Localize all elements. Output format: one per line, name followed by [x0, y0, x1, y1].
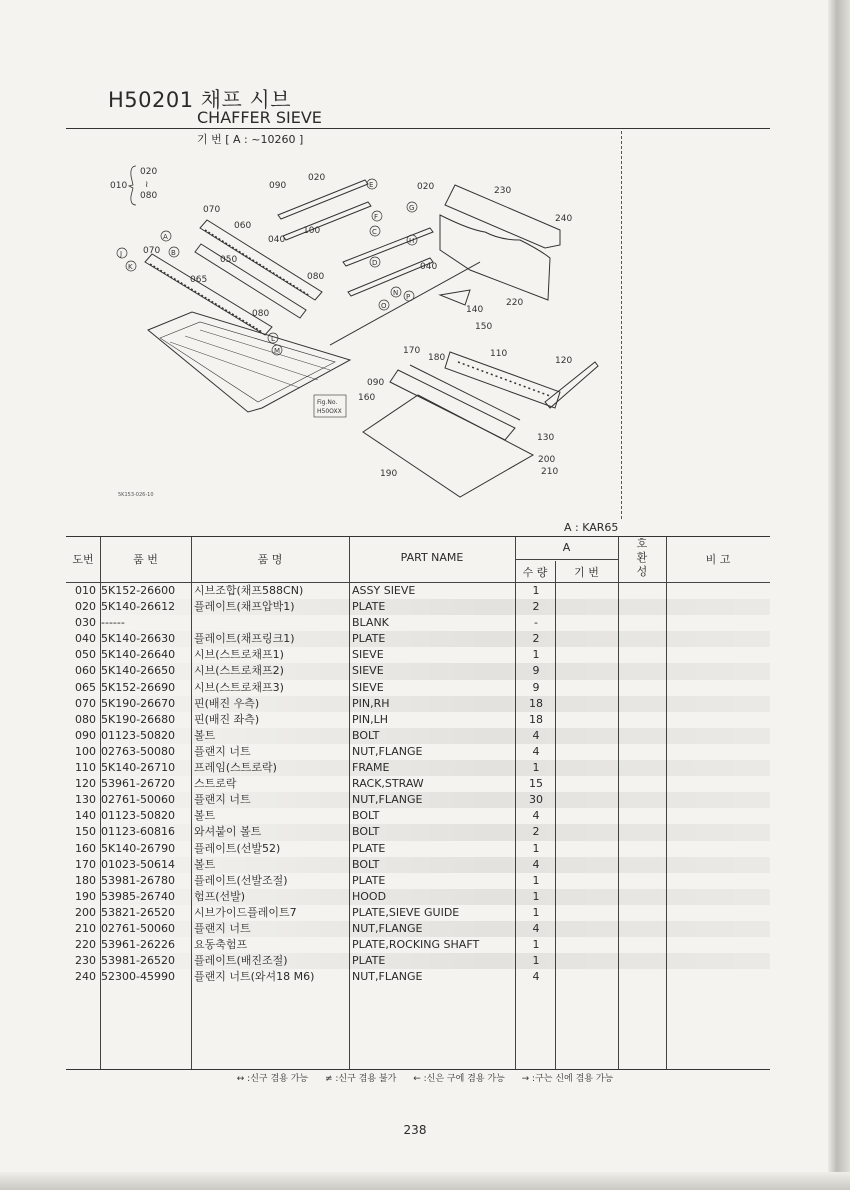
cell-qty: 9 [532, 680, 540, 694]
cell-part-no: 02761-50060 [101, 921, 175, 935]
svg-text:L: L [271, 335, 275, 343]
table-row [66, 744, 770, 760]
cell-name-kr: 시브조합(채프588CN) [194, 584, 304, 597]
scan-edge-bottom [0, 1172, 850, 1190]
svg-text:P: P [406, 293, 411, 301]
rack-120 [545, 362, 598, 408]
marker-B [169, 247, 179, 257]
callout: 140 [466, 305, 484, 315]
callout: 070 [143, 246, 161, 256]
cell-name-en: ASSY SIEVE [352, 584, 416, 597]
table-row [66, 905, 770, 921]
model-note: A : KAR65 [564, 521, 619, 534]
cell-name-kr: 볼트 [194, 857, 216, 871]
page-number: 238 [403, 1123, 427, 1137]
cell-qty: 9 [532, 664, 540, 678]
marker-E [367, 179, 377, 189]
header-name-en: PART NAME [400, 551, 464, 564]
frame-110 [445, 352, 598, 408]
svg-text:O: O [381, 302, 387, 310]
cell-name-kr: 시브(스트로채프3) [194, 680, 284, 694]
table-row [66, 696, 770, 712]
cell-name-kr: 요동축험프 [194, 938, 248, 952]
cell-no: 140 [75, 809, 96, 823]
cell-qty: 4 [532, 809, 540, 823]
cell-name-en: RACK,STRAW [352, 777, 424, 791]
cell-part-no: 5K140-26630 [101, 632, 176, 646]
svg-text:D: D [372, 259, 378, 267]
callout: 020 [417, 182, 435, 192]
cell-name-kr: 플레이트(채프압박1) [194, 600, 295, 614]
serial-range: 기 번 [ A : ~10260 ] [197, 133, 304, 146]
table-row [66, 599, 770, 615]
cell-name-en: SIEVE [352, 664, 384, 678]
cell-qty: 4 [532, 744, 540, 758]
marker-K [126, 261, 136, 271]
svg-text:N: N [393, 289, 399, 297]
svg-text:C: C [372, 228, 377, 236]
svg-text:B: B [171, 249, 176, 257]
header-compat: 호 환 성 [636, 537, 648, 578]
table-row [66, 663, 770, 679]
cell-no: 190 [75, 889, 96, 903]
table-row [66, 776, 770, 792]
cell-no: 020 [75, 600, 96, 614]
fig-no-label: Fig.No. [317, 399, 338, 406]
cell-part-no: 52300-45990 [101, 970, 175, 984]
cell-name-en: PIN,RH [352, 696, 390, 710]
cell-part-no: ------ [101, 616, 125, 630]
svg-text:E: E [369, 181, 374, 189]
cell-name-kr: 핀(배진 좌측) [194, 712, 260, 726]
callout: 120 [555, 356, 573, 366]
bracket-tilde: ≀ [145, 180, 149, 190]
callout: 060 [234, 221, 252, 231]
cell-name-kr: 핀(배진 우측) [194, 696, 260, 710]
cell-name-kr: 플랜지 너트 [194, 921, 251, 935]
callout-010: 010 [110, 181, 128, 191]
cell-part-no: 01023-50614 [101, 857, 175, 871]
cell-name-en: PIN,LH [352, 712, 389, 726]
svg-text:J: J [120, 250, 123, 258]
cell-qty: 1 [532, 905, 540, 919]
scan-edge-right [828, 0, 850, 1190]
callout: 040 [420, 262, 438, 272]
plate-020-b [343, 228, 433, 266]
marker-C [370, 226, 380, 236]
callout-080-a: 080 [140, 191, 158, 201]
rocking-rod [330, 262, 480, 345]
cell-no: 150 [75, 825, 96, 839]
callout: 130 [537, 433, 555, 443]
cell-name-kr: 플랜지 너트 [194, 793, 251, 807]
legend-item: ≠ :신구 겸용 불가 [324, 1074, 397, 1084]
cell-name-kr: 플레이트(선발52) [194, 841, 281, 855]
svg-text:A: A [163, 233, 168, 241]
callout: 170 [403, 346, 421, 356]
cell-qty: 4 [532, 970, 540, 984]
legend-item: → :구는 신에 겸용 가능 [521, 1074, 614, 1084]
cell-qty: 4 [532, 857, 540, 871]
callout: 020 [308, 173, 326, 183]
callout: 080 [307, 272, 325, 282]
callout: 065 [190, 275, 208, 285]
cell-name-kr: 플레이트(선발조절) [194, 873, 288, 887]
cell-qty: 1 [532, 889, 540, 903]
cell-no: 160 [75, 841, 96, 855]
cell-part-no: 01123-60816 [101, 825, 175, 839]
cell-no: 065 [75, 680, 96, 694]
callout: 050 [220, 255, 238, 265]
cell-qty: 1 [532, 938, 540, 952]
marker-A [161, 231, 171, 241]
cell-no: 240 [75, 970, 96, 984]
cell-name-en: PLATE,ROCKING SHAFT [352, 938, 480, 952]
cell-name-en: BOLT [352, 825, 380, 839]
callout: 230 [494, 186, 512, 196]
callout: 160 [358, 393, 376, 403]
header-remarks: 비 고 [705, 553, 731, 566]
cell-no: 210 [75, 921, 96, 935]
cell-part-no: 5K140-26650 [101, 664, 176, 678]
callout: 080 [252, 309, 270, 319]
cell-part-no: 53961-26226 [101, 938, 175, 952]
callout: 100 [303, 226, 321, 236]
exploded-parts-diagram [100, 150, 610, 500]
callout: 070 [203, 205, 221, 215]
number-callouts [143, 173, 572, 479]
cell-name-kr: 프레임(스트로락) [194, 761, 277, 775]
cell-name-kr: 플레이트(채프링크1) [194, 632, 295, 646]
callout: 200 [538, 455, 556, 465]
table-row [66, 631, 770, 647]
cell-part-no: 02763-50080 [101, 744, 175, 758]
cell-part-no: 5K152-26690 [101, 680, 176, 694]
callout: 090 [367, 378, 385, 388]
table-row [66, 873, 770, 889]
header-serial: 기 번 [574, 566, 599, 579]
cell-qty: 15 [529, 777, 543, 791]
header-part-no: 품 번 [133, 553, 158, 566]
sieve-050 [195, 244, 306, 318]
table-row [66, 937, 770, 953]
cell-part-no: 53981-26520 [101, 954, 175, 968]
header-qty: 수 량 [522, 566, 548, 579]
cell-no: 040 [75, 632, 96, 646]
cell-part-no: 53961-26720 [101, 777, 175, 791]
cell-qty: 1 [532, 841, 540, 855]
cell-qty: 1 [532, 954, 540, 968]
cell-name-kr: 시브가이드플레이트7 [194, 905, 297, 919]
cell-name-en: NUT,FLANGE [352, 970, 423, 984]
cell-part-no: 5K140-26790 [101, 841, 176, 855]
sieve-frame [148, 312, 350, 412]
cell-no: 070 [75, 696, 96, 710]
cell-name-en: NUT,FLANGE [352, 921, 423, 935]
drawing-code: 5K153-026-10 [118, 492, 154, 498]
cell-name-en: NUT,FLANGE [352, 793, 423, 807]
table-row [66, 969, 770, 985]
cell-name-kr: 플랜지 너트(와셔18 M6) [194, 970, 315, 984]
cell-name-en: BLANK [352, 616, 389, 630]
cell-name-kr: 시브(스트로채프1) [194, 648, 284, 662]
cell-name-en: SIEVE [352, 648, 384, 662]
cell-qty: 18 [529, 696, 543, 710]
marker-H [407, 235, 417, 245]
legend-item: ← :신은 구에 겸용 가능 [413, 1074, 505, 1084]
table-row [66, 824, 770, 840]
cell-no: 200 [75, 905, 96, 919]
marker-J [117, 248, 127, 258]
cell-part-no: 5K190-26680 [101, 712, 176, 726]
cell-name-en: BOLT [352, 809, 380, 823]
table-row [66, 615, 770, 631]
marker-O [379, 300, 389, 310]
header-name-kr: 품 명 [257, 553, 283, 566]
cell-name-en: PLATE,SIEVE GUIDE [352, 905, 460, 919]
marker-G [407, 202, 417, 212]
cell-part-no: 01123-50820 [101, 728, 175, 742]
cell-no: 220 [75, 938, 96, 952]
cell-qty: 4 [532, 728, 540, 742]
cell-no: 230 [75, 954, 96, 968]
cell-name-en: NUT,FLANGE [352, 744, 423, 758]
cell-name-kr: 플랜지 너트 [194, 744, 251, 758]
cell-part-no: 53981-26780 [101, 873, 175, 887]
table-row [66, 760, 770, 776]
table-row [66, 889, 770, 905]
cell-name-kr: 시브(스트로채프2) [194, 664, 284, 678]
callout: 110 [490, 349, 508, 359]
bracket-010-group [110, 166, 157, 205]
svg-text:F: F [374, 213, 379, 221]
hood-190 [363, 395, 533, 497]
plate-020 [278, 180, 368, 219]
callout: 090 [269, 181, 287, 191]
cell-name-kr: 스트로락 [194, 777, 237, 791]
marker-D [370, 257, 380, 267]
svg-text:M: M [274, 347, 281, 355]
header-no: 도번 [72, 553, 94, 566]
cell-name-en: PLATE [352, 954, 386, 968]
callout-020-a: 020 [140, 167, 158, 177]
cell-no: 030 [75, 616, 96, 630]
table-row [66, 647, 770, 663]
cell-no: 060 [75, 664, 96, 678]
cell-name-kr: 와셔붙이 볼트 [194, 825, 262, 839]
cell-qty: 2 [532, 632, 540, 646]
cell-qty: 30 [529, 793, 543, 807]
cell-no: 010 [75, 584, 96, 597]
cell-qty: 1 [532, 873, 540, 887]
cell-name-kr: 험프(선발) [194, 889, 246, 903]
cell-name-kr: 볼트 [194, 809, 216, 823]
cell-qty: 18 [529, 712, 543, 726]
cell-part-no: 5K140-26612 [101, 600, 176, 614]
callout: 190 [380, 469, 398, 479]
plate-230 [440, 185, 560, 300]
table-row [66, 953, 770, 969]
cell-part-no: 5K190-26670 [101, 696, 176, 710]
cell-name-en: PLATE [352, 632, 386, 646]
cell-no: 050 [75, 648, 96, 662]
cell-name-en: PLATE [352, 841, 386, 855]
diagram-divider [621, 131, 622, 519]
cell-no: 110 [75, 761, 96, 775]
sieve-065 [145, 254, 272, 335]
table-row [66, 808, 770, 824]
cell-no: 120 [75, 777, 96, 791]
callout: 240 [555, 214, 573, 224]
table-body [66, 583, 770, 985]
cell-part-no: 02761-50060 [101, 793, 175, 807]
cell-part-no: 53985-26740 [101, 889, 175, 903]
cell-no: 130 [75, 793, 96, 807]
cell-name-en: HOOD [352, 889, 387, 903]
cell-qty: 1 [532, 648, 540, 662]
cell-no: 090 [75, 728, 96, 742]
table-row [66, 857, 770, 873]
letter-markers [117, 179, 417, 355]
cell-no: 100 [75, 744, 96, 758]
callout: 150 [475, 322, 493, 332]
cell-qty: 4 [532, 921, 540, 935]
cell-qty: 1 [532, 761, 540, 775]
table-row [66, 841, 770, 857]
cell-part-no: 5K140-26710 [101, 761, 176, 775]
header-group-a: A [562, 541, 571, 554]
table-row [66, 680, 770, 696]
cell-part-no: 01123-50820 [101, 809, 175, 823]
callout: 180 [428, 353, 446, 363]
callout: 040 [268, 235, 286, 245]
title-rule [66, 128, 770, 129]
cell-name-kr: 플레이트(배진조절) [194, 954, 288, 968]
bracket-brace [129, 166, 136, 205]
table-row [66, 583, 770, 599]
callout: 220 [506, 298, 524, 308]
fig-no-value: H50OXX [317, 408, 342, 415]
cell-no: 080 [75, 712, 96, 726]
plate-160 [390, 370, 515, 440]
cell-qty: 2 [532, 600, 540, 614]
cell-part-no: 5K152-26600 [101, 584, 176, 597]
cell-part-no: 5K140-26640 [101, 648, 176, 662]
plate-220 [440, 215, 550, 300]
section-title-en: CHAFFER SIEVE [197, 108, 322, 127]
section-title: H50201 채프 시브 [108, 88, 292, 112]
cell-name-kr: 볼트 [194, 728, 216, 742]
cell-name-en: BOLT [352, 857, 380, 871]
marker-F [372, 211, 382, 221]
sieve-bars [145, 220, 325, 335]
marker-M [272, 345, 282, 355]
table-row [66, 728, 770, 744]
cell-name-en: BOLT [352, 728, 380, 742]
cell-name-en: SIEVE [352, 680, 384, 694]
svg-text:K: K [128, 263, 133, 271]
cell-qty: 2 [532, 825, 540, 839]
table-row [66, 921, 770, 937]
callout: 210 [541, 467, 559, 477]
cell-part-no: 53821-26520 [101, 905, 175, 919]
cell-no: 180 [75, 873, 96, 887]
table-row [66, 712, 770, 728]
marker-N [391, 287, 401, 297]
cell-qty: 1 [532, 584, 540, 597]
legend-item: ↔ :신구 겸용 가능 [236, 1074, 309, 1084]
cell-no: 170 [75, 857, 96, 871]
cell-name-en: PLATE [352, 873, 386, 887]
cell-name-en: PLATE [352, 600, 386, 614]
marker-P [404, 291, 414, 301]
compat-legend [0, 1071, 850, 1084]
svg-text:H: H [409, 237, 415, 245]
table-row [66, 792, 770, 808]
cell-name-en: FRAME [352, 761, 390, 775]
cell-qty: - [534, 616, 538, 630]
parts-table [66, 536, 770, 1070]
svg-text:G: G [409, 204, 415, 212]
